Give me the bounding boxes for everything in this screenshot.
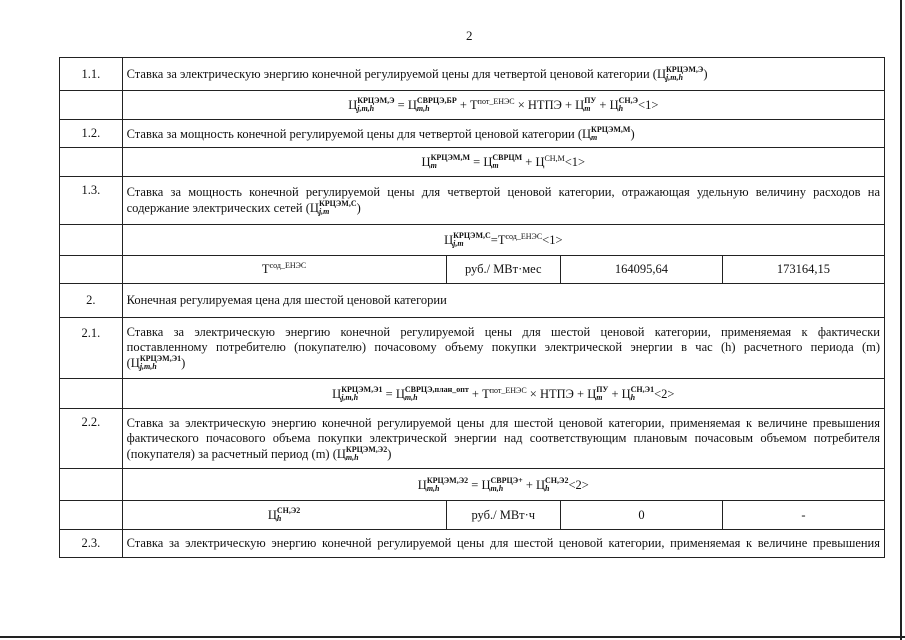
formula: Ц КРЦЭМ,Э2 m,h = Ц СВРЦЭ+ m,h + Ц СН,Э2 h <2> <box>122 469 884 501</box>
value-cell: - <box>722 501 884 530</box>
value-name: $Т^{сод\_ЕНЭС}$ <box>122 256 446 284</box>
row-number: 2. <box>60 284 123 318</box>
table-row <box>60 530 885 558</box>
scan-border <box>900 0 902 640</box>
formula: Ц КРЦЭМ,Э j,m,h = Ц СВРЦЭ,БР m,h + $Т^{пот\_ЕНЭС}$ × НТПЭ + Ц ПУ m + Ц СН,Э h <1> <box>122 91 884 120</box>
tariff-table <box>59 57 885 558</box>
formula: Ц КРЦЭМ,Э1 j,m,h = Ц СВРЦЭ,план_опт m,h + $Т^{пот\_ЕНЭС}$ × НТПЭ + Ц ПУ m + Ц СН,Э1 h <2> <box>122 379 884 409</box>
row-description: Ставка за электрическую энергию конечной регулируемой цены для шестой ценовой категории, применяемая к фактически поставленному потребителю (покупателю) почасовому объему покупки электрической энергии в час (h) расчетного периода (m) (Ц КРЦЭМ,Э1 j,m,h ) <box>122 318 884 379</box>
table-row <box>60 120 885 148</box>
row-number: 1.3. <box>60 177 123 225</box>
value-name: Ц СН,Э2 h <box>122 501 446 530</box>
table-row <box>60 501 885 530</box>
unit-cell: руб./ МВт·ч <box>446 501 560 530</box>
rate-symbol: Ц КРЦЭМ,Э j,m,h <box>656 65 704 82</box>
rate-symbol: (Ц КРЦЭМ,Э1 j,m,h <box>126 354 182 371</box>
unit-cell: руб./ МВт·мес <box>446 256 560 284</box>
rate-symbol: Ц КРЦЭМ,Э2 m,h <box>336 444 388 462</box>
row-description: Конечная регулируемая цена для шестой ценовой категории <box>122 284 884 318</box>
row-description: Ставка за мощность конечной регулируемой цены для четвертой ценовой категории, отражающая удельную величину расходов на содержание электрических сетей (Ц КРЦЭМ,С j,m ) <box>122 177 884 225</box>
row-number: 2.1. <box>60 318 123 379</box>
table-row <box>60 148 885 177</box>
row-description: Ставка за электрическую энергию конечной регулируемой цены для шестой ценовой категории, применяемая к величине превышения <box>122 530 884 558</box>
rate-symbol: Ц КРЦЭМ,С j,m <box>309 199 357 216</box>
table-row <box>60 256 885 284</box>
value-cell: 173164,15 <box>722 256 884 284</box>
formula: Ц КРЦЭМ,М m = Ц СВРЦМ m + $Ц^{СН,М}<1>$ <box>122 148 884 177</box>
row-number: 2.3. <box>60 530 123 558</box>
table-row <box>60 91 885 120</box>
value-cell: 164095,64 <box>561 256 723 284</box>
table-row <box>60 469 885 501</box>
table-row <box>60 177 885 225</box>
table-row <box>60 58 885 91</box>
row-description: Ставка за мощность конечной регулируемой цены для четвертой ценовой категории (Ц КРЦЭМ,М m ) <box>122 120 884 148</box>
row-description: Ставка за электрическую энергию конечной регулируемой цены для шестой ценовой категории, применяемая к величине превышения фактического почасового объема покупки электрической энергии над соответствующим плановым почасовым объемом потребителя (покупателя) за расчетный период (m) (Ц КРЦЭМ,Э2 m,h ) <box>122 409 884 469</box>
row-description: Ставка за электрическую энергию конечной регулируемой цены для четвертой ценовой категории (Ц КРЦЭМ,Э j,m,h ) <box>122 58 884 91</box>
page-number: 2 <box>466 28 473 43</box>
row-number: 1.1. <box>60 58 123 91</box>
formula: Ц КРЦЭМ,С j,m $=Т^{сод\_ЕНЭС}<1>$ <box>122 225 884 256</box>
table-row <box>60 284 885 318</box>
rate-symbol: Ц КРЦЭМ,М m <box>582 124 631 142</box>
row-number: 1.2. <box>60 120 123 148</box>
table-row <box>60 379 885 409</box>
row-number: 2.2. <box>60 409 123 469</box>
table-row <box>60 409 885 469</box>
table-row <box>60 225 885 256</box>
scan-border <box>0 636 905 638</box>
table-row <box>60 318 885 379</box>
value-cell: 0 <box>561 501 723 530</box>
